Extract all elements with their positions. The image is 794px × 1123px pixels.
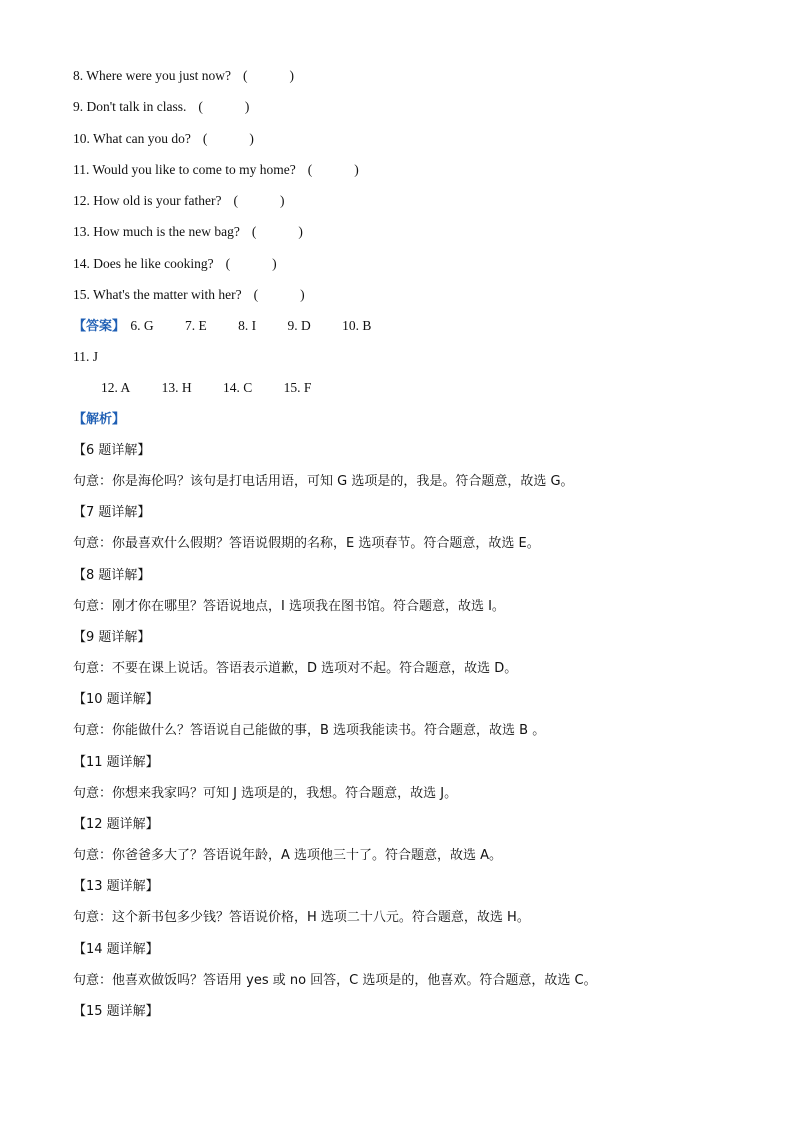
detail-text-13: 句意：这个新书包多少钱？答语说价格，H 选项二十八元。符合题意，故选 H。: [73, 910, 530, 925]
question-9: 9. Don't talk in class. ( ): [73, 99, 250, 114]
answer-item: 8. I: [238, 318, 257, 333]
detail-heading-8: 【8 题详解】: [73, 568, 151, 583]
answer-blank: ( ): [225, 256, 277, 271]
question-8: 8. Where were you just now? ( ): [73, 68, 294, 83]
detail-text-10: 句意：你能做什么？答语说自己能做的事，B 选项我能读书。符合题意，故选 B 。: [73, 723, 546, 738]
answer-blank: ( ): [253, 287, 305, 302]
detail-text-11: 句意：你想来我家吗？可知 J 选项是的，我想。符合题意，故选 J。: [73, 786, 458, 801]
detail-text-7: 句意：你最喜欢什么假期？答语说假期的名称，E 选项春节。符合题意，故选 E。: [73, 536, 540, 551]
answer-item: 10. B: [342, 318, 372, 333]
answer-blank: ( ): [307, 162, 359, 177]
answer-item: 9. D: [287, 318, 311, 333]
answer-blank: ( ): [198, 99, 250, 114]
analysis-label: 【解析】: [73, 412, 126, 427]
answer-item: 7. E: [185, 318, 207, 333]
detail-heading-9: 【9 题详解】: [73, 630, 151, 645]
answer-item: 11. J: [73, 349, 99, 364]
question-15: 15. What's the matter with her? ( ): [73, 287, 305, 302]
question-13: 13. How much is the new bag? ( ): [73, 224, 303, 239]
question-14: 14. Does he like cooking? ( ): [73, 256, 277, 271]
answer-blank: ( ): [233, 193, 285, 208]
question-12: 12. How old is your father? ( ): [73, 193, 285, 208]
answer-blank: ( ): [242, 68, 294, 83]
answer-item: 6. G: [130, 318, 154, 333]
detail-text-14: 句意：他喜欢做饭吗？答语用 yes 或 no 回答，C 选项是的，他喜欢。符合题意，故选 C。: [73, 973, 597, 988]
detail-text-9: 句意：不要在课上说话。答语表示道歉，D 选项对不起。符合题意，故选 D。: [73, 661, 518, 676]
question-10: 10. What can you do? ( ): [73, 131, 254, 146]
detail-text-8: 句意：刚才你在哪里？答语说地点，I 选项我在图书馆。符合题意，故选 I。: [73, 599, 505, 614]
answer-item: 14. C: [223, 380, 253, 395]
detail-heading-12: 【12 题详解】: [73, 817, 159, 832]
answer-blank: ( ): [202, 131, 254, 146]
answer-key-row-1: [73, 317, 399, 336]
answer-label: 【答案】: [73, 319, 126, 334]
answer-key-row-2: [73, 348, 98, 366]
answer-blank: ( ): [251, 224, 303, 239]
detail-heading-7: 【7 题详解】: [73, 505, 151, 520]
detail-heading-6: 【6 题详解】: [73, 443, 151, 458]
detail-text-12: 句意：你爸爸多大了？答语说年龄，A 选项他三十了。符合题意，故选 A。: [73, 848, 503, 863]
detail-heading-11: 【11 题详解】: [73, 755, 159, 770]
detail-text-6: 句意：你是海伦吗？该句是打电话用语，可知 G 选项是的，我是。符合题意，故选 G。: [73, 474, 574, 489]
answer-key-row-3: [101, 379, 339, 397]
detail-heading-15: 【15 题详解】: [73, 1004, 159, 1019]
answer-item: 12. A: [101, 380, 131, 395]
answer-item: 15. F: [283, 380, 312, 395]
answer-item: 13. H: [161, 380, 192, 395]
detail-heading-14: 【14 题详解】: [73, 942, 159, 957]
detail-heading-13: 【13 题详解】: [73, 879, 159, 894]
detail-heading-10: 【10 题详解】: [73, 692, 159, 707]
question-11: 11. Would you like to come to my home? ( ): [73, 162, 359, 177]
